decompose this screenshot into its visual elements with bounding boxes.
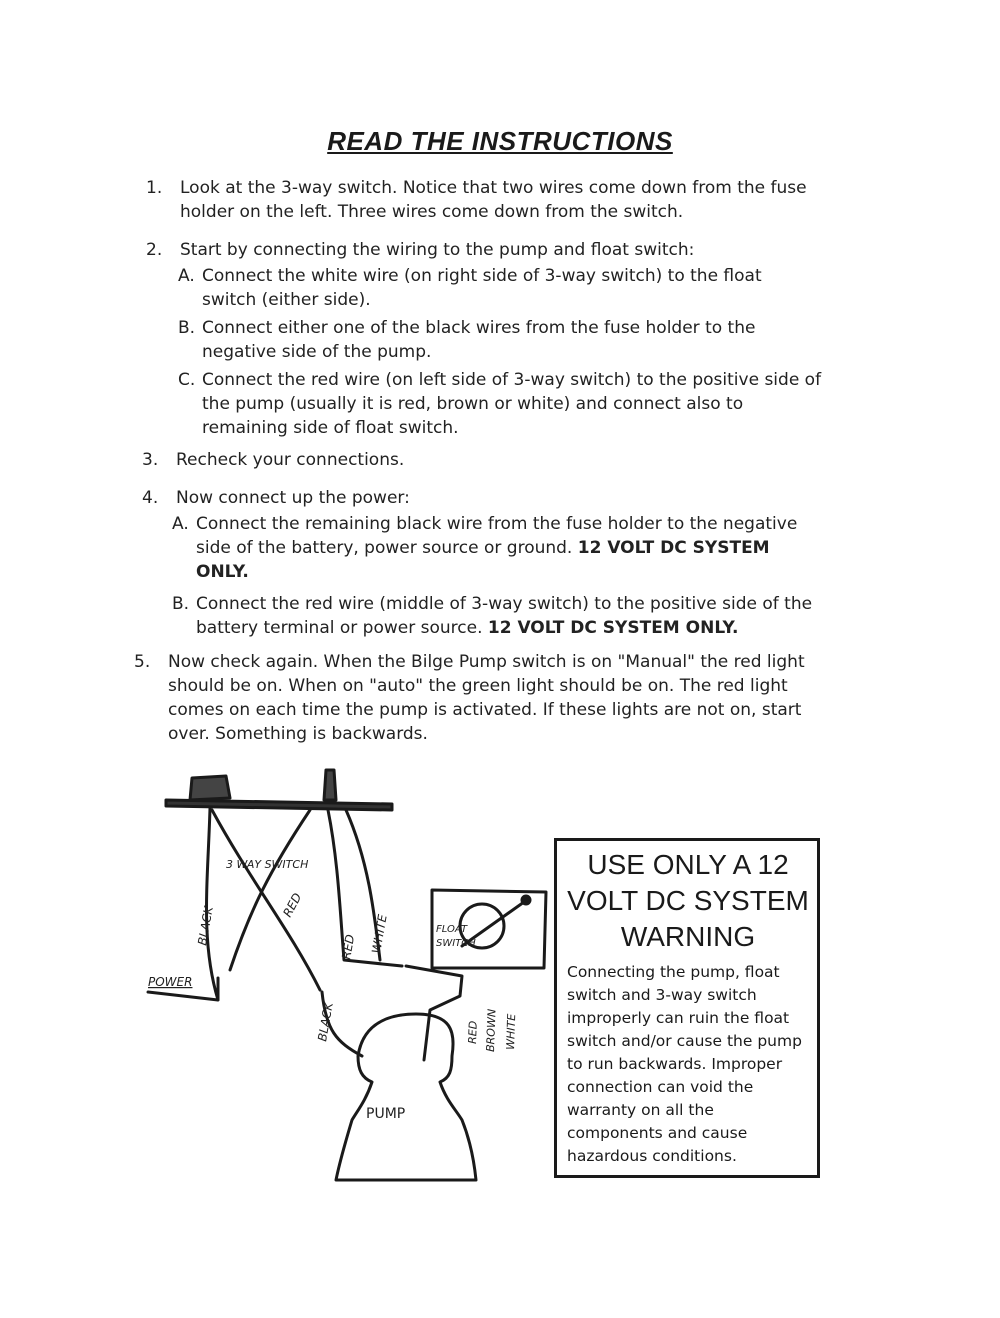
toggle-switch [324, 770, 336, 800]
label-red-pump: RED [466, 1020, 480, 1045]
label-black-pump: BLACK [315, 1001, 336, 1043]
step-number: 1. [146, 178, 163, 198]
step-number: 2. [146, 240, 163, 260]
sub-emphasis: 12 VOLT DC SYSTEM ONLY. [196, 538, 770, 582]
step-number: 4. [142, 488, 159, 508]
step-2 [146, 238, 830, 262]
fuse-holder [190, 776, 230, 800]
wire-red-cross [230, 810, 310, 970]
sub-letter: A. [172, 514, 189, 534]
label-power: POWER [148, 975, 193, 989]
sub-text: Connect the red wire (on left side of 3-way switch) to the positive side of the pump (usually it is red, brown or white) and connect also to remaining side of float switch. [202, 370, 822, 438]
label-brown-pump: BROWN [484, 1008, 499, 1053]
warning-box [554, 838, 820, 1178]
sub-text: Connect the white wire (on right side of 3-way switch) to the float switch (either side). [202, 266, 762, 310]
step-2-b [178, 316, 802, 364]
switch-panel [166, 800, 392, 810]
label-white-mid: WHITE [369, 913, 390, 955]
step-4 [142, 486, 826, 510]
sub-letter: B. [178, 318, 196, 338]
label-red-cross: RED [280, 890, 305, 920]
step-5 [134, 650, 810, 746]
wiring-diagram [140, 760, 560, 1190]
step-text: Recheck your connections. [176, 450, 405, 470]
step-1 [146, 176, 830, 224]
wire-black-cross [212, 810, 320, 990]
step-4-b [172, 592, 816, 640]
warning-heading-line-2: VOLT DC SYSTEM [567, 885, 809, 916]
sub-letter: A. [178, 266, 195, 286]
label-float-switch-2: SWITCH [436, 938, 476, 949]
label-red-mid: RED [339, 933, 358, 961]
step-text: Now check again. When the Bilge Pump switch is on "Manual" the red light should be on. When on "auto" the green light should be on. The red light comes on each time the pump is activated. If these lights are not on, start over. Something is backwards. [168, 652, 805, 744]
warning-heading [567, 847, 809, 955]
label-3-way-switch: 3 WAY SWITCH [226, 858, 309, 871]
step-2-a [178, 264, 802, 312]
wire-red-mid [328, 810, 402, 966]
step-text: Start by connecting the wiring to the pump and float switch: [180, 240, 695, 260]
sub-text: Connect the remaining black wire from the fuse holder to the negative side of the battery, power source or ground. [196, 514, 798, 558]
float-ball [522, 896, 530, 904]
label-black-left: BLACK [195, 905, 216, 947]
sub-letter: C. [178, 370, 196, 390]
warning-heading-line-3: WARNING [620, 921, 756, 952]
label-pump: PUMP [366, 1106, 406, 1122]
step-number: 3. [142, 450, 159, 470]
step-text: Look at the 3-way switch. Notice that two wires come down from the fuse holder on the left. Three wires come down from the switch. [180, 178, 807, 222]
sub-letter: B. [172, 594, 190, 614]
step-4-a [172, 512, 806, 584]
label-float-switch-1: FLOAT [436, 924, 468, 935]
label-white-pump: WHITE [504, 1013, 519, 1051]
sub-emphasis: 12 VOLT DC SYSTEM ONLY. [487, 618, 739, 638]
step-text: Now connect up the power: [176, 488, 410, 508]
sub-text: Connect the red wire (middle of 3-way switch) to the positive side of the battery terminal or power source. [196, 594, 813, 638]
step-3 [142, 448, 826, 472]
warning-body: Connecting the pump, float switch and 3-way switch improperly can ruin the float switch and/or cause the pump to run backwards. Improper connection can void the warranty on all the components and cause hazardous conditions. [567, 963, 802, 1165]
warning-heading-line-1: USE ONLY A 12 [587, 849, 789, 880]
pump-body [336, 1014, 476, 1180]
step-2-c [178, 368, 822, 440]
wire-black-left [207, 808, 219, 1000]
page-title: READ THE INSTRUCTIONS [327, 126, 673, 156]
sub-text: Connect either one of the black wires from the fuse holder to the negative side of the pump. [202, 318, 756, 362]
step-number: 5. [134, 652, 151, 672]
